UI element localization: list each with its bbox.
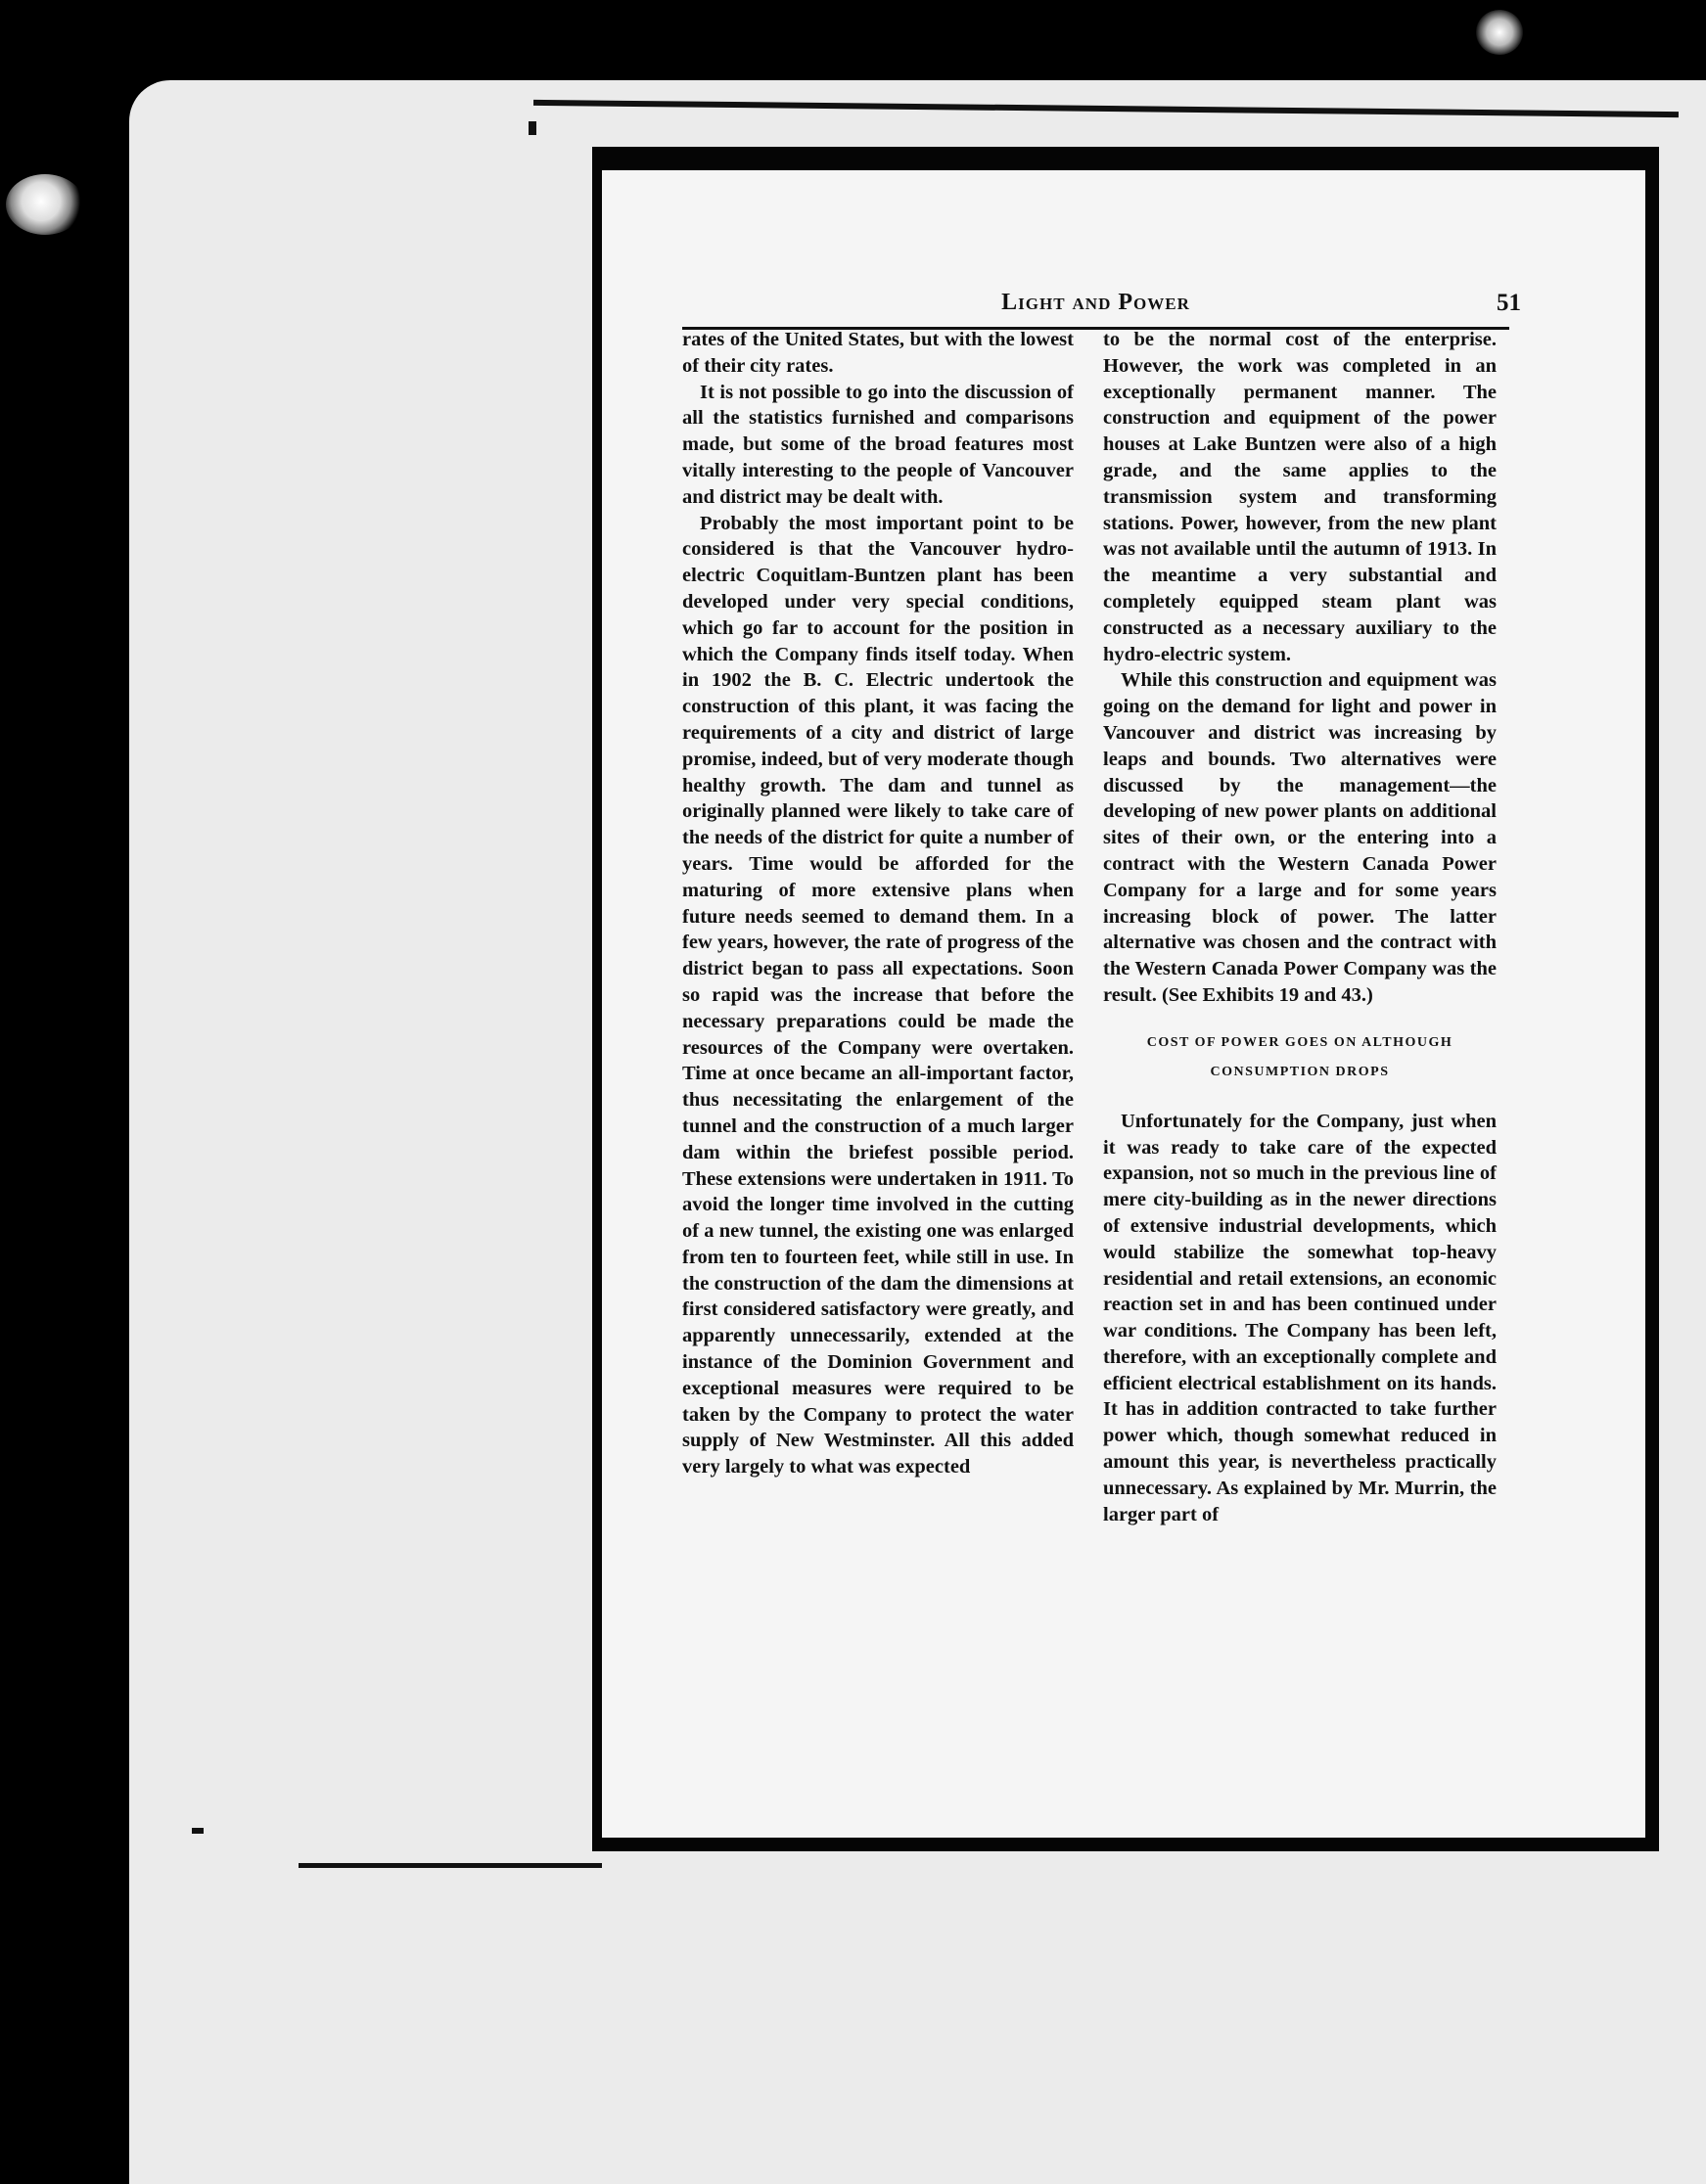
right-column	[1103, 327, 1497, 1527]
paragraph: rates of the United States, but with the lowest of their city rates.	[682, 329, 1074, 377]
section-heading-line: CONSUMPTION DROPS	[1210, 1064, 1390, 1079]
section-heading-line: COST OF POWER GOES ON ALTHOUGH	[1146, 1034, 1453, 1050]
page-number: 51	[1497, 290, 1521, 316]
section-heading	[1103, 1028, 1497, 1087]
document-page	[592, 147, 1659, 1851]
paragraph: While this construction and equipment was going on the demand for light and power in Vancouver and district was increasing by leaps and bounds. Two alternatives were discussed by the management—the developing of new power plants on additional sites of their own, or the entering into a contract with the Western Canada Power Company for a large and for some years increasing block of power. The latter alternative was chosen and the contract with the Western Canada Power Company was the result. (See Exhibits 19 and 43.)	[1103, 669, 1497, 1006]
film-stain	[1476, 10, 1523, 55]
film-speck	[192, 1828, 204, 1834]
running-head-title: Light and Power	[1001, 290, 1190, 315]
running-head	[682, 288, 1521, 330]
paragraph: Unfortunately for the Company, just when it was ready to take care of the expected expansion, not so much in the previous line of mere city-building as in the newer directions of extensive industrial developments, which would stabilize the somewhat top-heavy residential and retail extensions, an economic reaction set in and has been continued under war conditions. The Company has been left, therefore, with an exceptionally complete and efficient electrical establishment on its hands. It has in addition contracted to take further power which, though somewhat reduced in amount this year, is nevertheless practically unnecessary. As explained by Mr. Murrin, the larger part of	[1103, 1110, 1497, 1525]
paragraph: to be the normal cost of the enterprise. However, the work was completed in an exceptionally permanent manner. The construction and equipment of the power houses at Lake Buntzen were also of a high grade, and the same applies to the transmission system and transforming stations. Power, however, from the new plant was not available until the autumn of 1913. In the meantime a very substantial and completely equipped steam plant was constructed as a necessary auxiliary to the hydro-electric system.	[1103, 329, 1497, 665]
film-stain	[6, 174, 84, 235]
paragraph: Probably the most important point to be considered is that the Vancouver hydro-electric Coquitlam-Buntzen plant has been developed under very special conditions, which go far to account for the position in which the Company finds itself today. When in 1902 the B. C. Electric undertook the construction of this plant, it was facing the requirements of a city and district of large promise, indeed, but of very moderate though healthy growth. The dam and tunnel as originally planned were likely to take care of the needs of the district for quite a number of years. Time would be afforded for the maturing of more extensive plans when future needs seemed to demand them. In a few years, however, the rate of progress of the district began to pass all expectations. Soon so rapid was the increase that before the necessary preparations could be made the resources of the Company were overtaken. Time at once became an all-important factor, thus necessitating the enlargement of the tunnel and the construction of a much larger dam within the briefest possible period. These extensions were undertaken in 1911. To avoid the longer time involved in the cutting of a new tunnel, the existing one was enlarged from ten to fourteen feet, while still in use. In the construction of the dam the dimensions at first considered satisfactory were greatly, and apparently unnecessarily, extended at the instance of the Dominion Government and exceptional measures were required to be taken by the Company to protect the water supply of New Westminster. All this added very largely to what was expected	[682, 512, 1074, 1479]
left-column	[682, 327, 1074, 1480]
page-edge-shadow	[299, 1863, 602, 1868]
film-speck	[529, 121, 536, 135]
paragraph: It is not possible to go into the discussion of all the statistics furnished and comparisons made, but some of the broad features most vitally interesting to the people of Vancouver and district may be dealt with.	[682, 381, 1074, 508]
